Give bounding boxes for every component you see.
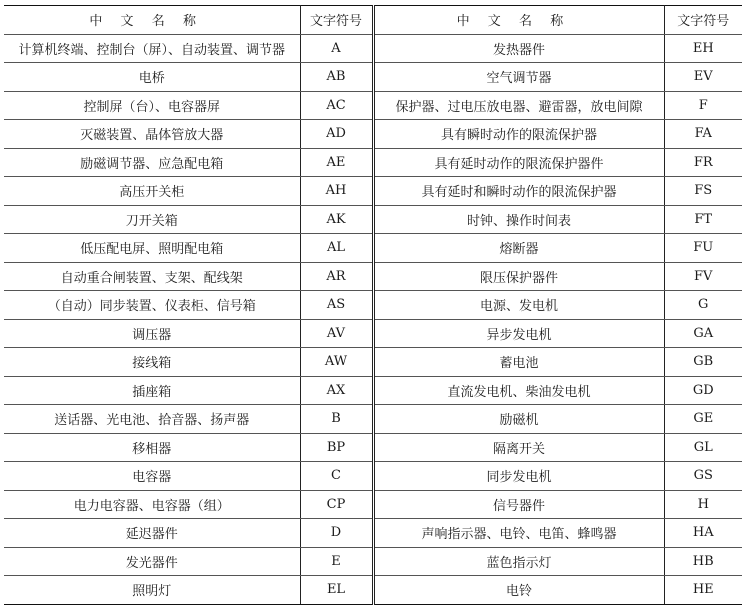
left-name-cell: 发光器件 [4, 547, 300, 576]
right-code-cell: FR [664, 148, 742, 177]
left-name-cell: 移相器 [4, 433, 300, 462]
left-name-cell: 电桥 [4, 63, 300, 92]
right-code-cell: GB [664, 348, 742, 377]
left-code-cell: D [300, 519, 373, 548]
table-row [4, 519, 742, 548]
table-row [4, 148, 742, 177]
right-code-cell: FT [664, 205, 742, 234]
right-code-cell: GE [664, 405, 742, 434]
right-name-cell: 保护器、过电压放电器、避雷器，放电间隙 [373, 91, 664, 120]
right-name-cell: 异步发电机 [373, 319, 664, 348]
left-name-cell: 刀开关箱 [4, 205, 300, 234]
right-code-cell: FS [664, 177, 742, 206]
left-code-cell: AS [300, 291, 373, 320]
left-code-cell: AC [300, 91, 373, 120]
right-name-cell: 时钟、操作时间表 [373, 205, 664, 234]
table-row [4, 63, 742, 92]
table-row [4, 234, 742, 263]
table-row [4, 576, 742, 605]
left-name-cell: 高压开关柜 [4, 177, 300, 206]
left-code-cell: BP [300, 433, 373, 462]
table-row [4, 34, 742, 63]
left-code-cell: AK [300, 205, 373, 234]
right-name-cell: 空气调节器 [373, 63, 664, 92]
right-code-cell: GS [664, 462, 742, 491]
right-name-cell: 电源、发电机 [373, 291, 664, 320]
table-row [4, 348, 742, 377]
right-name-cell: 同步发电机 [373, 462, 664, 491]
header-code-left: 文字符号 [300, 6, 373, 35]
table-row [4, 177, 742, 206]
table-row [4, 120, 742, 149]
right-code-cell: G [664, 291, 742, 320]
right-name-cell: 声响指示器、电铃、电笛、蜂鸣器 [373, 519, 664, 548]
right-code-cell: H [664, 490, 742, 519]
right-name-cell: 励磁机 [373, 405, 664, 434]
table-row [4, 91, 742, 120]
left-name-cell: 调压器 [4, 319, 300, 348]
right-name-cell: 具有瞬时动作的限流保护器 [373, 120, 664, 149]
right-code-cell: FA [664, 120, 742, 149]
left-name-cell: 自动重合闸装置、支架、配线架 [4, 262, 300, 291]
left-code-cell: EL [300, 576, 373, 605]
left-code-cell: AV [300, 319, 373, 348]
right-code-cell: HA [664, 519, 742, 548]
left-code-cell: AR [300, 262, 373, 291]
left-name-cell: 接线箱 [4, 348, 300, 377]
left-name-cell: 电力电容器、电容器（组） [4, 490, 300, 519]
header-name-right: 中文名称 [373, 6, 664, 35]
table-row [4, 291, 742, 320]
right-name-cell: 信号器件 [373, 490, 664, 519]
right-name-cell: 隔离开关 [373, 433, 664, 462]
symbol-table [4, 5, 742, 605]
right-name-cell: 熔断器 [373, 234, 664, 263]
left-name-cell: 灭磁装置、晶体管放大器 [4, 120, 300, 149]
left-code-cell: C [300, 462, 373, 491]
table-row [4, 405, 742, 434]
right-code-cell: GD [664, 376, 742, 405]
left-name-cell: 延迟器件 [4, 519, 300, 548]
right-code-cell: HE [664, 576, 742, 605]
right-code-cell: GL [664, 433, 742, 462]
left-code-cell: AH [300, 177, 373, 206]
table-row [4, 205, 742, 234]
left-code-cell: B [300, 405, 373, 434]
left-name-cell: 照明灯 [4, 576, 300, 605]
left-name-cell: 插座箱 [4, 376, 300, 405]
left-code-cell: AX [300, 376, 373, 405]
left-code-cell: AD [300, 120, 373, 149]
right-code-cell: EH [664, 34, 742, 63]
right-name-cell: 发热器件 [373, 34, 664, 63]
table-row [4, 376, 742, 405]
left-code-cell: E [300, 547, 373, 576]
left-code-cell: AW [300, 348, 373, 377]
left-name-cell: 送话器、光电池、拾音器、扬声器 [4, 405, 300, 434]
right-name-cell: 电铃 [373, 576, 664, 605]
table-row [4, 319, 742, 348]
right-code-cell: EV [664, 63, 742, 92]
right-code-cell: FV [664, 262, 742, 291]
right-name-cell: 具有延时动作的限流保护器件 [373, 148, 664, 177]
left-name-cell: 计算机终端、控制台（屏）、自动装置、调节器 [4, 34, 300, 63]
left-name-cell: （自动）同步装置、仪表柜、信号箱 [4, 291, 300, 320]
table-row [4, 262, 742, 291]
right-name-cell: 蓝色指示灯 [373, 547, 664, 576]
table-body [4, 34, 742, 604]
table-row [4, 433, 742, 462]
left-code-cell: CP [300, 490, 373, 519]
left-name-cell: 控制屏（台）、电容器屏 [4, 91, 300, 120]
right-name-cell: 限压保护器件 [373, 262, 664, 291]
left-name-cell: 低压配电屏、照明配电箱 [4, 234, 300, 263]
left-code-cell: AB [300, 63, 373, 92]
table-row [4, 547, 742, 576]
right-name-cell: 具有延时和瞬时动作的限流保护器 [373, 177, 664, 206]
right-code-cell: FU [664, 234, 742, 263]
header-name-left: 中文名称 [4, 6, 300, 35]
right-code-cell: HB [664, 547, 742, 576]
left-name-cell: 励磁调节器、应急配电箱 [4, 148, 300, 177]
right-code-cell: F [664, 91, 742, 120]
right-name-cell: 直流发电机、柴油发电机 [373, 376, 664, 405]
table-row [4, 462, 742, 491]
left-name-cell: 电容器 [4, 462, 300, 491]
header-code-right: 文字符号 [664, 6, 742, 35]
table-row [4, 490, 742, 519]
left-code-cell: AE [300, 148, 373, 177]
left-code-cell: A [300, 34, 373, 63]
right-name-cell: 蓄电池 [373, 348, 664, 377]
left-code-cell: AL [300, 234, 373, 263]
header-row [4, 6, 742, 35]
right-code-cell: GA [664, 319, 742, 348]
